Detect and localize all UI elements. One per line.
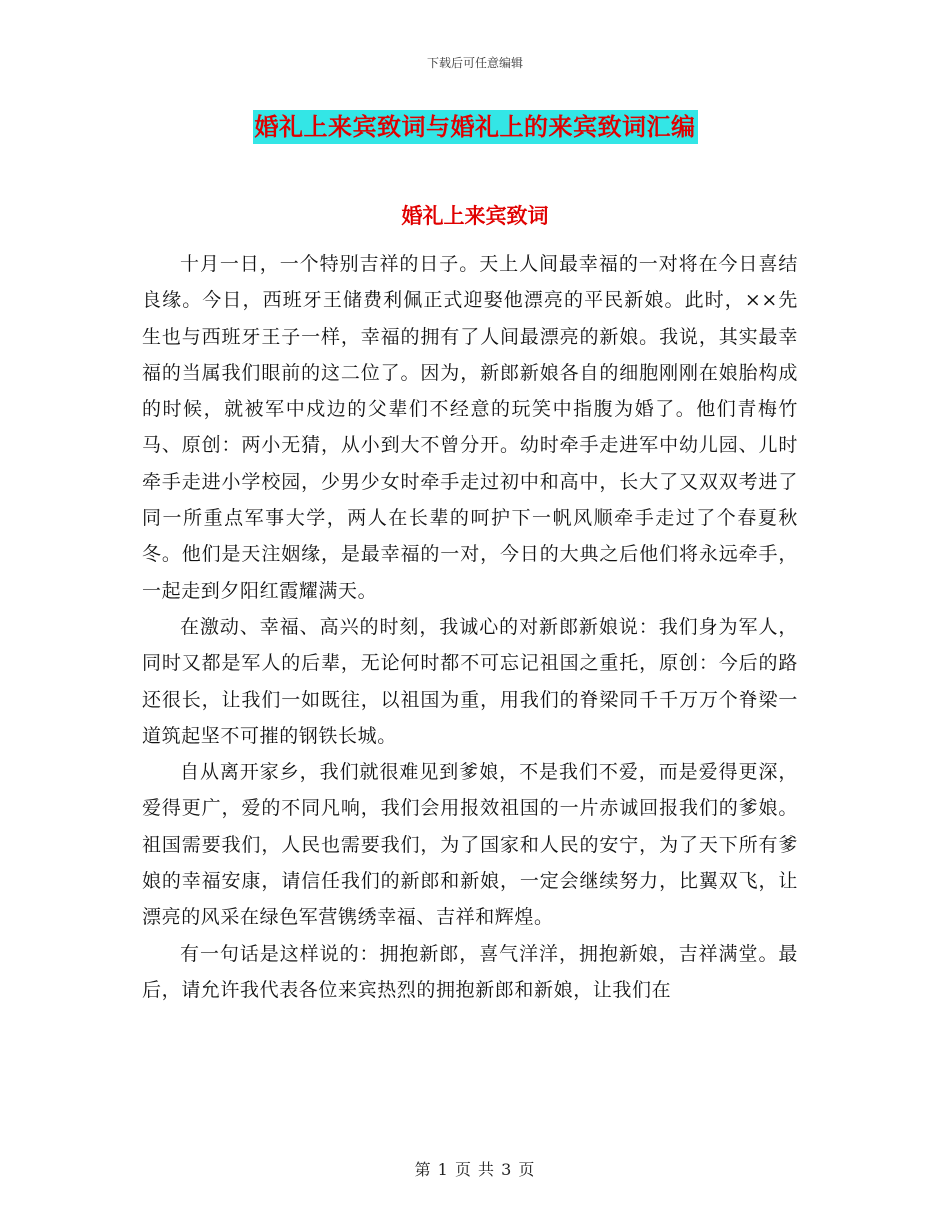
paragraph-2: 在激动、幸福、高兴的时刻，我诚心的对新郎新娘说：我们身为军人，同时又都是军人的后辈，无论何时都不可忘记祖国之重托，原创：今后的路还很长，让我们一如既往，以祖国为重，用我们的脊梁同千千万万个脊梁一道筑起坚不可摧的钢铁长城。 xyxy=(142,615,798,747)
section-title: 婚礼上来宾致词 xyxy=(401,203,549,228)
paragraph-4: 有一句话是这样说的：拥抱新郎，喜气洋洋，拥抱新娘，吉祥满堂。最后，请允许我代表各位来宾热烈的拥抱新郎和新娘，让我们在 xyxy=(142,942,798,1001)
document-body xyxy=(142,246,798,1008)
paragraph-1: 十月一日，一个特别吉祥的日子。天上人间最幸福的一对将在今日喜结良缘。今日，西班牙王储费利佩正式迎娶他漂亮的平民新娘。此时，××先生也与西班牙王子一样，幸福的拥有了人间最漂亮的新娘。我说，其实最幸福的当属我们眼前的这二位了。因为，新郎新娘各自的细胞刚刚在娘胎构成的时候，就被军中戍边的父辈们不经意的玩笑中指腹为婚了。他们青梅竹马、原创：两小无猜，从小到大不曾分开。幼时牵手走进军中幼儿园、儿时牵手走进小学校园，少男少女时牵手走过初中和高中，长大了又双双考进了同一所重点军事大学，两人在长辈的呵护下一帆风顺牵手走过了个春夏秋冬。他们是天注姻缘，是最幸福的一对，今日的大典之后他们将永远牵手，一起走到夕阳红霞耀满天。 xyxy=(142,253,798,602)
paragraph-3: 自从离开家乡，我们就很难见到爹娘，不是我们不爱，而是爱得更深，爱得更广，爱的不同凡响，我们会用报效祖国的一片赤诚回报我们的爹娘。祖国需要我们，人民也需要我们，为了国家和人民的安宁，为了天下所有爹娘的幸福安康，请信任我们的新郎和新娘，一定会继续努力，比翼双飞，让漂亮的风采在绿色军营镌绣幸福、吉祥和辉煌。 xyxy=(142,761,798,929)
main-title-text: 婚礼上来宾致词与婚礼上的来宾致词汇编 xyxy=(253,110,698,144)
header-note: 下载后可任意编辑 xyxy=(426,56,523,70)
page-footer: 第 1 页 共 3 页 xyxy=(414,1160,536,1179)
main-title xyxy=(0,110,950,144)
